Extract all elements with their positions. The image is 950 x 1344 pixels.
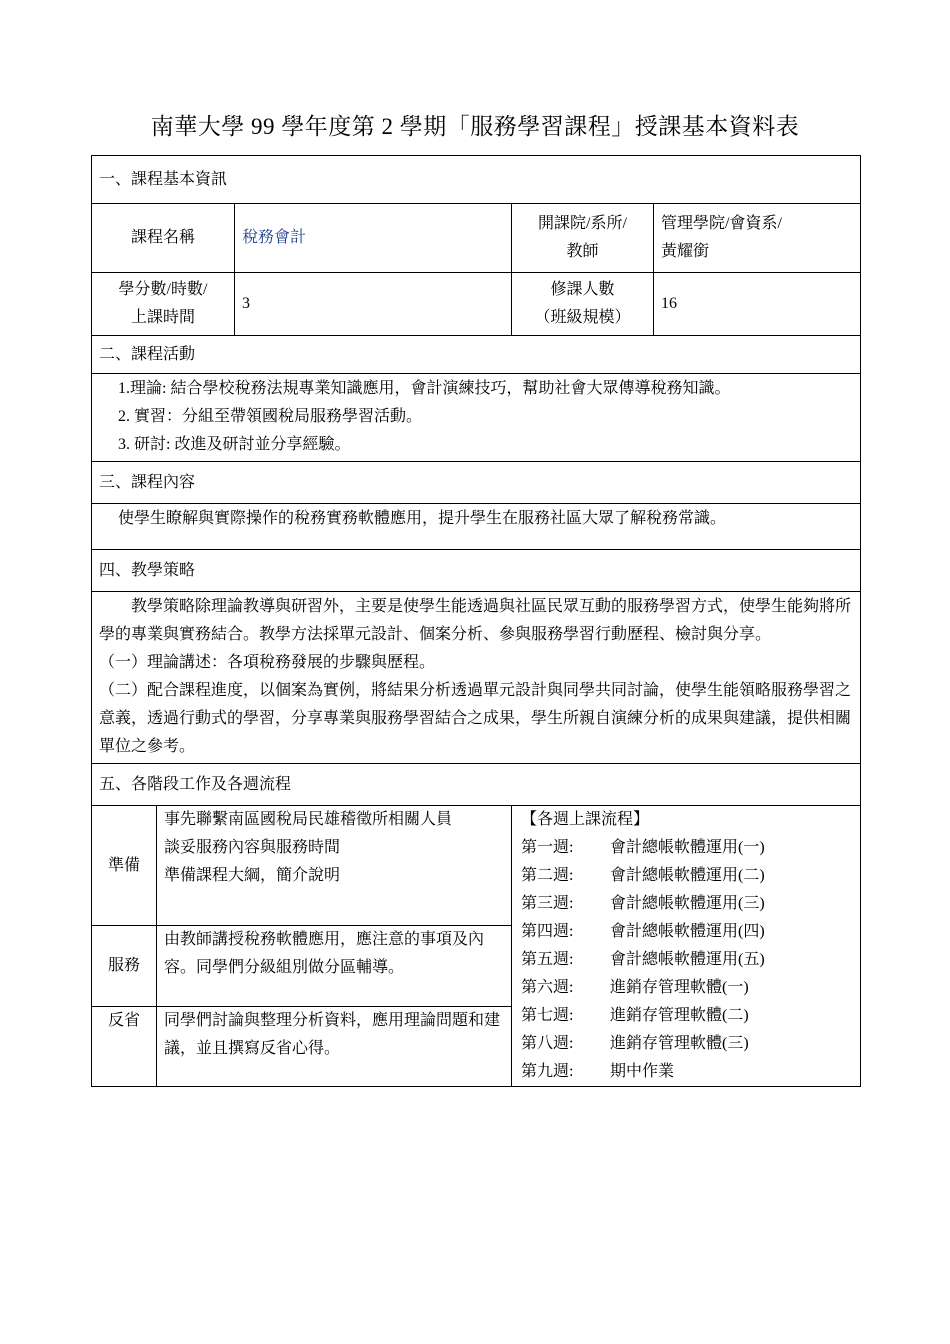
prep-line-1: 事先聯繫南區國稅局民雄稽徵所相關人員 [164,811,453,828]
course-name-label: 課程名稱 [92,204,235,273]
section-1-header: 一、課程基本資訊 [92,156,861,204]
section-5-header: 五、各階段工作及各週流程 [92,764,861,806]
week-label: 第七週: [521,1007,574,1024]
activity-item-1: 1.理論: 結合學校稅務法規專業知識應用，會計演練技巧，幫助社會大眾傳導稅務知識。 [118,380,731,397]
activity-item-3: 3. 研討: 改進及研討並分享經驗。 [118,436,351,453]
week-label: 第八週: [521,1035,574,1052]
course-content-text: 使學生瞭解與實際操作的稅務實務軟體應用，提升學生在服務社區大眾了解稅務常識。 [118,510,727,527]
strategy-item-1: （一）理論講述：各項稅務發展的步驟與歷程。 [99,654,436,671]
course-name-value: 稅務會計 [235,204,512,273]
strategy-paragraph-1: 教學策略除理論教導與研習外，主要是使學生能透過與社區民眾互動的服務學習方式，使學生能夠將所學的專業與實務結合。教學方法採單元設計、個案分析、參與服務學習行動歷程、檢討與分享。 [99,598,852,643]
credits-label-line-1: 學分數/時數/ [118,281,208,298]
week-topic: 進銷存管理軟體(三) [610,1035,749,1052]
dept-label-line-2: 教師 [566,243,599,260]
weekly-schedule [512,806,861,1087]
course-content [92,504,861,550]
dept-value [654,204,861,273]
dept-label [512,204,654,273]
week-label: 第四週: [521,923,574,940]
activity-item-2: 2. 實習：分組至帶領國稅局服務學習活動。 [118,408,423,425]
week-topic: 期中作業 [610,1063,675,1080]
week-label: 第二週: [521,867,574,884]
phase-desc-reflect: 同學們討論與整理分析資料，應用理論問題和建議，並且撰寫反省心得。 [157,1006,512,1087]
week-topic: 進銷存管理軟體(二) [610,1007,749,1024]
week-row [521,1058,853,1086]
course-info-table [91,155,861,1087]
week-row [521,974,853,1002]
prep-line-2: 談妥服務內容與服務時間 [164,839,341,856]
week-row [521,1002,853,1030]
enrollment-value: 16 [654,273,861,336]
dept-value-line-2: 黃耀銜 [661,243,710,260]
week-topic: 會計總帳軟體運用(五) [610,951,765,968]
phase-desc-prep [157,806,512,926]
week-label: 第一週: [521,839,574,856]
week-row [521,834,853,862]
week-label: 第五週: [521,951,574,968]
week-row [521,918,853,946]
phase-name-reflect: 反省 [92,1006,157,1087]
enrollment-label-line-1: 修課人數 [550,281,615,298]
week-label: 第三週: [521,895,574,912]
strategy-item-2: （二）配合課程進度，以個案為實例，將結果分析透過單元設計與同學共同討論，使學生能領略服務學習之意義，透過行動式的學習，分享專業與服務學習結合之成果，學生所親自演練分析的成果與建議，提供相關單位之參考。 [99,682,852,755]
enrollment-label-line-2: （班級規模） [534,309,631,326]
prep-line-3: 準備課程大綱，簡介說明 [164,867,341,884]
teaching-strategy [92,592,861,764]
week-topic: 進銷存管理軟體(一) [610,979,749,996]
credits-label-line-2: 上課時間 [130,309,195,326]
dept-value-line-1: 管理學院/會資系/ [661,215,782,232]
week-label: 第六週: [521,979,574,996]
week-topic: 會計總帳軟體運用(三) [610,895,765,912]
enrollment-label [512,273,654,336]
credits-label [92,273,235,336]
week-topic: 會計總帳軟體運用(一) [610,839,765,856]
course-activities [92,374,861,462]
week-topic: 會計總帳軟體運用(二) [610,867,765,884]
week-label: 第九週: [521,1063,574,1080]
phase-name-prep: 準備 [92,806,157,926]
week-row [521,946,853,974]
document-title: 南華大學 99 學年度第 2 學期「服務學習課程」授課基本資料表 [150,114,800,139]
phase-desc-service: 由教師講授稅務軟體應用，應注意的事項及內容。同學們分級組別做分區輔導。 [157,926,512,1006]
week-row [521,1030,853,1058]
week-topic: 會計總帳軟體運用(四) [610,923,765,940]
section-2-header: 二、課程活動 [92,336,861,374]
week-row [521,862,853,890]
section-3-header: 三、課程內容 [92,462,861,504]
section-4-header: 四、教學策略 [92,550,861,592]
week-row [521,890,853,918]
phase-name-service: 服務 [92,926,157,1006]
credits-value: 3 [235,273,512,336]
dept-label-line-1: 開課院/系所/ [538,215,627,232]
weekly-schedule-title: 【各週上課流程】 [521,811,650,828]
